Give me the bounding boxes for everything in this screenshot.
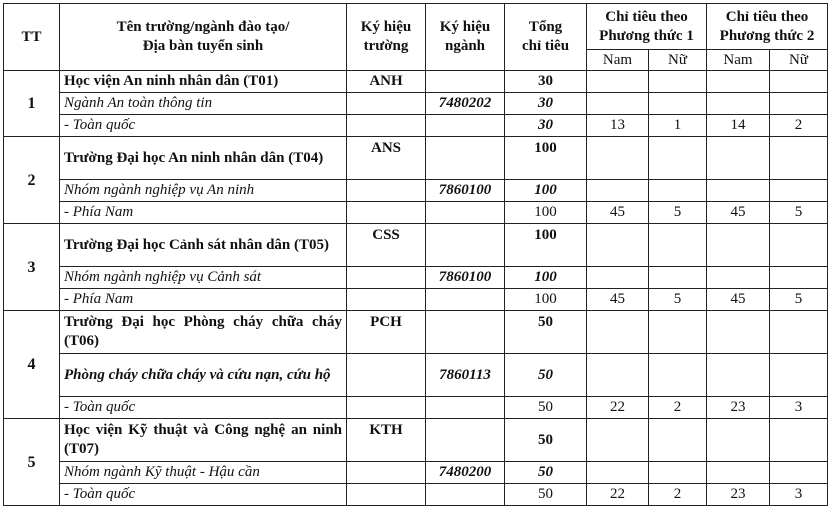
header-method1 (587, 4, 707, 50)
school-total: 50 (505, 311, 587, 354)
empty-cell (426, 115, 505, 137)
school-total: 50 (505, 419, 587, 462)
region-name: - Phía Nam (60, 202, 347, 224)
school-name: Trường Đại học An ninh nhân dân (T04) (60, 137, 347, 180)
empty-cell (649, 311, 707, 354)
row-number: 5 (4, 419, 60, 506)
empty-cell (770, 71, 828, 93)
empty-cell (426, 311, 505, 354)
major-total: 30 (505, 93, 587, 115)
header-m1-male: Nam (587, 50, 649, 71)
empty-cell (587, 224, 649, 267)
empty-cell (587, 93, 649, 115)
school-code: PCH (347, 311, 426, 354)
header-method1-line2: Phương thức 1 (599, 27, 694, 44)
m2-female: 3 (770, 397, 828, 419)
major-name: Nhóm ngành nghiệp vụ An ninh (60, 180, 347, 202)
m2-female: 5 (770, 202, 828, 224)
row-number: 3 (4, 224, 60, 311)
empty-cell (707, 419, 770, 462)
empty-cell (347, 93, 426, 115)
empty-cell (707, 93, 770, 115)
school-total: 100 (505, 137, 587, 180)
header-tt: TT (4, 4, 60, 71)
m2-female: 2 (770, 115, 828, 137)
major-total: 100 (505, 180, 587, 202)
table-row-school (4, 224, 828, 267)
empty-cell (707, 224, 770, 267)
major-code: 7860100 (426, 267, 505, 289)
header-row-1 (4, 4, 828, 50)
empty-cell (347, 462, 426, 484)
empty-cell (587, 311, 649, 354)
header-method2 (707, 4, 828, 50)
empty-cell (347, 289, 426, 311)
empty-cell (770, 137, 828, 180)
m1-female: 1 (649, 115, 707, 137)
empty-cell (649, 419, 707, 462)
empty-cell (426, 397, 505, 419)
school-name: Học viện An ninh nhân dân (T01) (60, 71, 347, 93)
empty-cell (426, 137, 505, 180)
header-school-code-line1: Ký hiệu (360, 19, 412, 35)
empty-cell (770, 267, 828, 289)
empty-cell (707, 311, 770, 354)
region-name: - Toàn quốc (60, 397, 347, 419)
major-code: 7860113 (426, 354, 505, 397)
school-name: Học viện Kỹ thuật và Công nghệ an ninh (T07) (60, 419, 347, 462)
table-container (3, 3, 828, 506)
major-code: 7480202 (426, 93, 505, 115)
empty-cell (649, 93, 707, 115)
empty-cell (347, 267, 426, 289)
empty-cell (649, 180, 707, 202)
region-total: 50 (505, 484, 587, 506)
empty-cell (649, 224, 707, 267)
empty-cell (649, 267, 707, 289)
table-row-region (4, 289, 828, 311)
region-total: 50 (505, 397, 587, 419)
header-total-line2: chỉ tiêu (521, 38, 570, 54)
m2-female: 3 (770, 484, 828, 506)
empty-cell (649, 137, 707, 180)
table-row-major (4, 93, 828, 115)
empty-cell (347, 397, 426, 419)
region-name: - Toàn quốc (60, 115, 347, 137)
header-school-code-line2: trường (363, 38, 409, 54)
table-row-region (4, 115, 828, 137)
quota-table (3, 3, 828, 506)
header-method1-line1: Chỉ tiêu theo (605, 8, 688, 25)
table-row-school (4, 419, 828, 462)
m2-male: 14 (707, 115, 770, 137)
m1-female: 5 (649, 289, 707, 311)
row-number: 4 (4, 311, 60, 419)
school-total: 30 (505, 71, 587, 93)
empty-cell (770, 93, 828, 115)
header-m2-male: Nam (707, 50, 770, 71)
empty-cell (587, 419, 649, 462)
empty-cell (587, 354, 649, 397)
header-method2-line1: Chỉ tiêu theo (725, 8, 809, 25)
m1-male: 45 (587, 202, 649, 224)
row-number: 2 (4, 137, 60, 224)
header-method2-line2: Phương thức 2 (719, 27, 815, 44)
school-code: CSS (347, 224, 426, 267)
header-major-code-line1: Ký hiệu (439, 19, 491, 35)
empty-cell (770, 462, 828, 484)
table-row-major (4, 462, 828, 484)
major-total: 50 (505, 462, 587, 484)
m1-male: 22 (587, 397, 649, 419)
region-total: 100 (505, 289, 587, 311)
header-major-code-line2: ngành (444, 38, 486, 54)
m1-female: 5 (649, 202, 707, 224)
empty-cell (770, 311, 828, 354)
header-name-line1: Tên trường/ngành đào tạo/ (116, 19, 290, 35)
empty-cell (770, 180, 828, 202)
empty-cell (426, 202, 505, 224)
m2-female: 5 (770, 289, 828, 311)
empty-cell (707, 267, 770, 289)
table-row-major (4, 267, 828, 289)
table-row-school (4, 137, 828, 180)
major-name: Nhóm ngành Kỹ thuật - Hậu cần (60, 462, 347, 484)
empty-cell (347, 202, 426, 224)
major-code: 7480200 (426, 462, 505, 484)
header-total-line1: Tổng (528, 19, 563, 35)
school-code: KTH (347, 419, 426, 462)
header-m1-female: Nữ (649, 50, 707, 71)
empty-cell (707, 137, 770, 180)
m2-male: 45 (707, 289, 770, 311)
empty-cell (649, 71, 707, 93)
header-school-code (347, 4, 426, 71)
school-total: 100 (505, 224, 587, 267)
empty-cell (587, 137, 649, 180)
empty-cell (426, 289, 505, 311)
table-row-region (4, 397, 828, 419)
empty-cell (587, 180, 649, 202)
empty-cell (587, 71, 649, 93)
table-row-major (4, 354, 828, 397)
header-name-line2: Địa bàn tuyển sinh (142, 38, 264, 54)
m1-male: 45 (587, 289, 649, 311)
empty-cell (426, 484, 505, 506)
empty-cell (707, 462, 770, 484)
school-name: Trường Đại học Phòng cháy chữa cháy (T06) (60, 311, 347, 354)
empty-cell (707, 354, 770, 397)
school-name: Trường Đại học Cảnh sát nhân dân (T05) (60, 224, 347, 267)
table-row-region (4, 484, 828, 506)
empty-cell (770, 419, 828, 462)
empty-cell (347, 115, 426, 137)
header-name (60, 4, 347, 71)
region-total: 100 (505, 202, 587, 224)
table-row-school (4, 71, 828, 93)
table-row-region (4, 202, 828, 224)
major-name: Phòng cháy chữa cháy và cứu nạn, cứu hộ (60, 354, 347, 397)
header-major-code (426, 4, 505, 71)
major-name: Ngành An toàn thông tin (60, 93, 347, 115)
region-name: - Phía Nam (60, 289, 347, 311)
empty-cell (770, 224, 828, 267)
empty-cell (426, 224, 505, 267)
empty-cell (707, 71, 770, 93)
m2-male: 23 (707, 484, 770, 506)
m1-female: 2 (649, 397, 707, 419)
m1-male: 13 (587, 115, 649, 137)
empty-cell (347, 484, 426, 506)
empty-cell (347, 180, 426, 202)
empty-cell (347, 354, 426, 397)
empty-cell (587, 267, 649, 289)
header-total (505, 4, 587, 71)
m2-male: 45 (707, 202, 770, 224)
school-code: ANS (347, 137, 426, 180)
empty-cell (770, 354, 828, 397)
empty-cell (707, 180, 770, 202)
empty-cell (649, 462, 707, 484)
major-total: 50 (505, 354, 587, 397)
region-name: - Toàn quốc (60, 484, 347, 506)
empty-cell (649, 354, 707, 397)
table-row-school (4, 311, 828, 354)
major-code: 7860100 (426, 180, 505, 202)
m2-male: 23 (707, 397, 770, 419)
table-row-major (4, 180, 828, 202)
empty-cell (426, 419, 505, 462)
empty-cell (587, 462, 649, 484)
row-number: 1 (4, 71, 60, 137)
m1-male: 22 (587, 484, 649, 506)
major-name: Nhóm ngành nghiệp vụ Cảnh sát (60, 267, 347, 289)
m1-female: 2 (649, 484, 707, 506)
school-code: ANH (347, 71, 426, 93)
major-code-empty (426, 71, 505, 93)
region-total: 30 (505, 115, 587, 137)
major-total: 100 (505, 267, 587, 289)
header-m2-female: Nữ (770, 50, 828, 71)
